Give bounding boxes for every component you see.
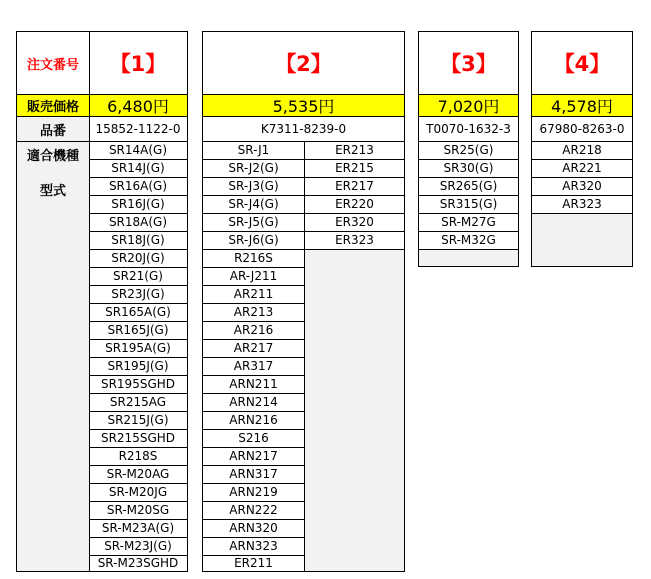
model-item: SR165A(G)	[105, 305, 171, 319]
model-item: ER213	[335, 143, 374, 157]
model-item: AR217	[233, 341, 274, 355]
model-item: ARN323	[229, 539, 278, 553]
model-item: AR320	[562, 179, 602, 193]
models-list-2-right	[304, 141, 404, 249]
model-item: SR-M20AG	[106, 467, 170, 481]
model-item: ER323	[335, 233, 374, 247]
empty-row	[532, 214, 632, 266]
model-item: SR-M23J(G)	[104, 539, 172, 553]
part-number-1: 15852-1122-0	[89, 116, 187, 141]
model-item: SR-J3(G)	[228, 179, 279, 193]
compatible-models-label: 適合機種	[26, 149, 79, 164]
model-item: ARN317	[229, 467, 278, 481]
model-item: AR317	[233, 359, 274, 373]
model-item: SR-J1	[237, 143, 270, 157]
model-item: AR221	[562, 161, 602, 175]
part-number-2: K7311-8239-0	[203, 116, 404, 141]
model-item: SR30(G)	[443, 161, 494, 175]
model-item: AR213	[233, 305, 274, 319]
model-item: ARN211	[229, 377, 278, 391]
price-4: 4,578円	[532, 94, 632, 116]
order-number-4: 【4】	[532, 31, 632, 94]
model-item: SR215AG	[109, 395, 167, 409]
model-item: AR-J211	[229, 269, 278, 283]
model-item: ARN217	[229, 449, 278, 463]
model-item: SR195A(G)	[105, 341, 171, 355]
model-item: SR195J(G)	[107, 359, 169, 373]
models-list-4	[532, 141, 632, 266]
model-item: SR25(G)	[443, 143, 494, 157]
price-2: 5,535円	[203, 94, 404, 116]
model-label-area	[17, 141, 89, 571]
model-type-label: 型式	[39, 184, 66, 199]
model-item: SR14A(G)	[108, 143, 168, 157]
models-list-2-left	[203, 141, 304, 571]
model-item: AR218	[562, 143, 602, 157]
model-item: ARN214	[229, 395, 278, 409]
empty-gray-area	[304, 249, 404, 571]
order-number-3: 【3】	[419, 31, 518, 94]
order-number-1: 【1】	[89, 31, 187, 94]
model-item: SR-M20JG	[108, 485, 168, 499]
model-item: ARN222	[229, 503, 278, 517]
empty-row	[419, 250, 518, 266]
order-number-2: 【2】	[203, 31, 404, 94]
table-block-4	[531, 31, 633, 267]
model-item: SR16A(G)	[108, 179, 168, 193]
model-item: SR215SGHD	[100, 431, 176, 445]
model-item: ARN219	[229, 485, 278, 499]
model-item: SR18J(G)	[111, 233, 165, 247]
price-label: 販売価格	[17, 94, 89, 116]
model-item: SR23J(G)	[111, 287, 165, 301]
model-item: ER211	[234, 556, 273, 570]
model-item: SR195SGHD	[100, 377, 176, 391]
model-item: SR265(G)	[439, 179, 498, 193]
part-number-label: 品番	[17, 116, 89, 141]
model-item: SR165J(G)	[107, 323, 169, 337]
model-item: AR323	[562, 197, 602, 211]
model-item: SR21(G)	[113, 269, 163, 283]
model-item: R216S	[234, 251, 273, 265]
model-item: SR18A(G)	[108, 215, 168, 229]
model-item: SR20J(G)	[111, 251, 165, 265]
model-item: SR-J5(G)	[228, 215, 279, 229]
model-item: S216	[238, 431, 269, 445]
model-item: ER220	[335, 197, 374, 211]
model-item: ER320	[335, 215, 374, 229]
model-item: R218S	[118, 449, 158, 463]
models-list-3	[419, 141, 518, 266]
table-block-2	[202, 31, 405, 572]
model-item: ARN216	[229, 413, 278, 427]
table-block-1	[16, 31, 188, 572]
model-item: AR216	[233, 323, 274, 337]
model-item: SR16J(G)	[111, 197, 165, 211]
model-item: SR-M20SG	[106, 503, 170, 517]
model-item: SR-M32G	[441, 233, 496, 247]
model-item: ARN320	[229, 521, 278, 535]
part-number-4: 67980-8263-0	[532, 116, 632, 141]
price-3: 7,020円	[419, 94, 518, 116]
model-item: SR-M23SGHD	[97, 556, 179, 570]
model-item: SR-J2(G)	[228, 161, 279, 175]
model-item: SR14J(G)	[111, 161, 165, 175]
price-1: 6,480円	[89, 94, 187, 116]
model-item: SR215J(G)	[107, 413, 169, 427]
model-item: SR-J6(G)	[228, 233, 279, 247]
model-item: SR315(G)	[439, 197, 498, 211]
order-number-label: 注文番号	[17, 31, 89, 94]
model-item: ER215	[335, 161, 374, 175]
part-number-3: T0070-1632-3	[419, 116, 518, 141]
model-item: SR-M27G	[441, 215, 496, 229]
models-list-1	[89, 141, 187, 571]
model-item: AR211	[233, 287, 274, 301]
model-item: SR-J4(G)	[228, 197, 279, 211]
table-block-3	[418, 31, 519, 267]
model-item: ER217	[335, 179, 374, 193]
model-item: SR-M23A(G)	[101, 521, 175, 535]
